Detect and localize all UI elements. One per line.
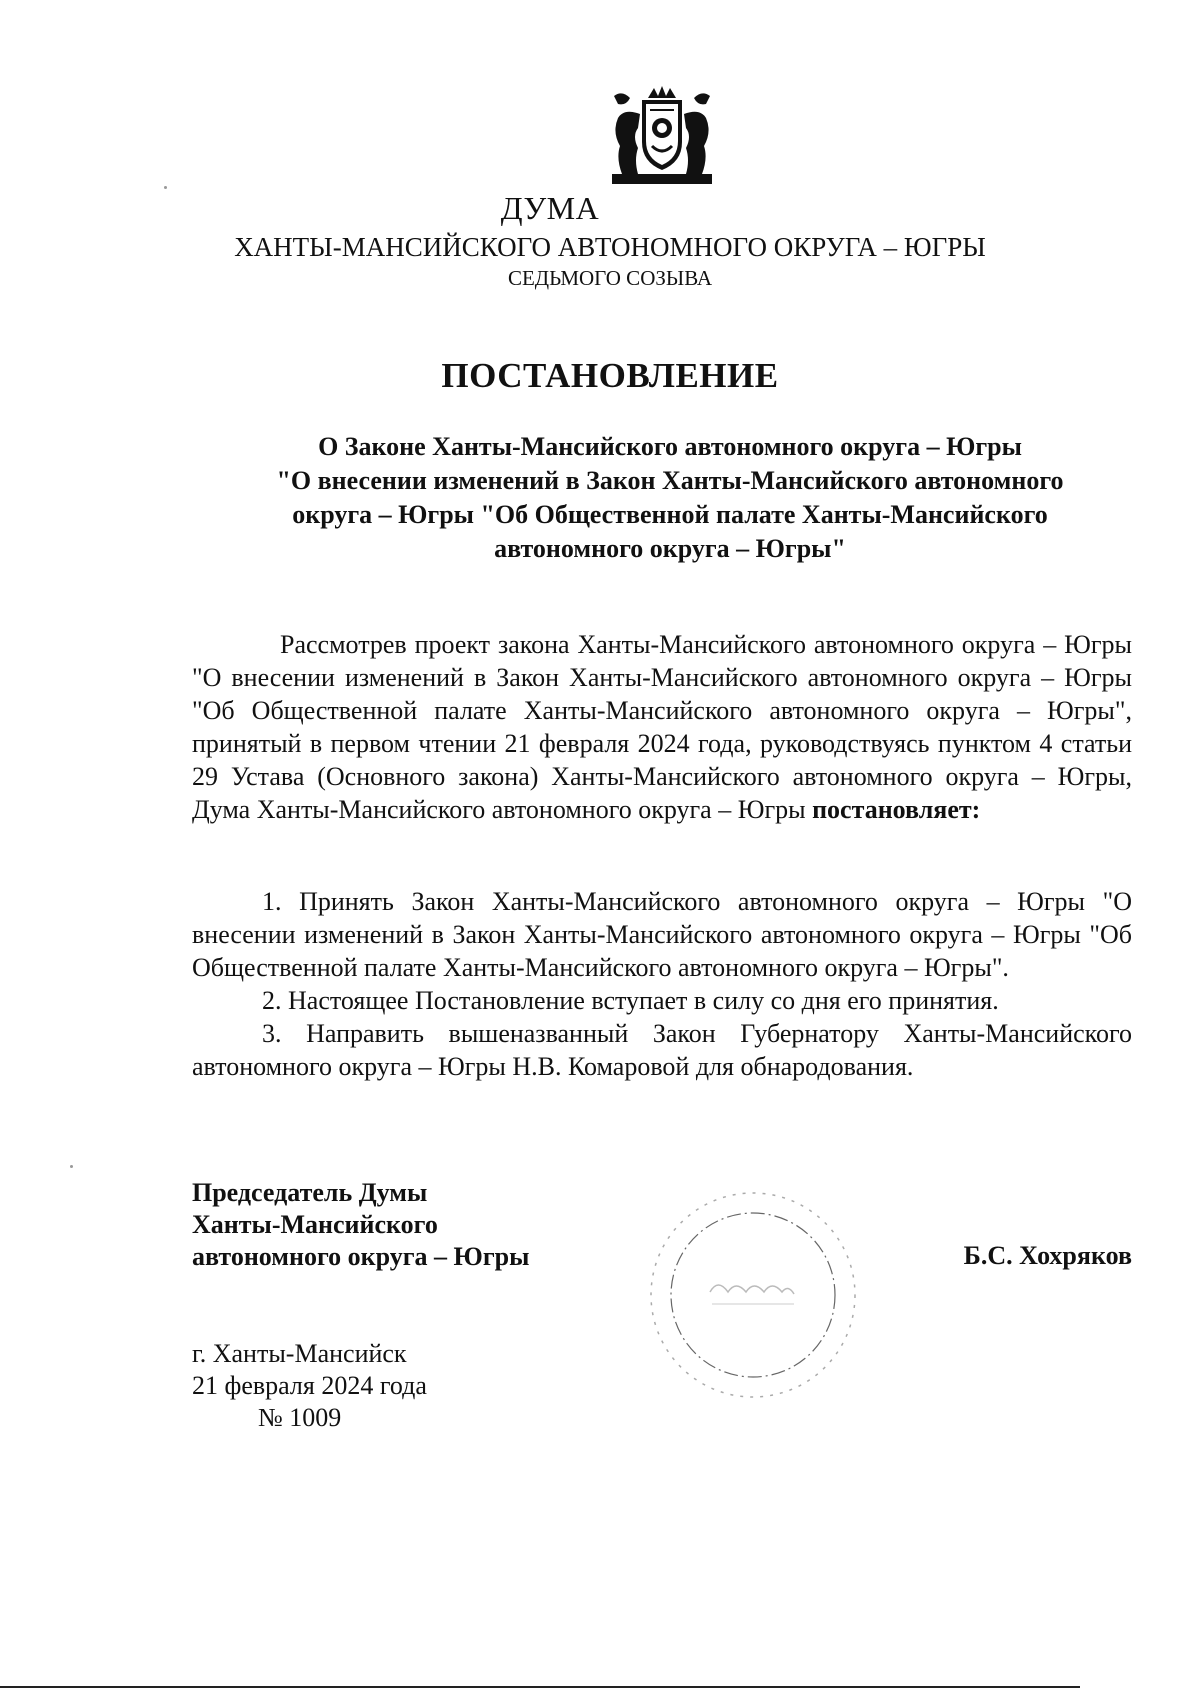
document-title: ПОСТАНОВЛЕНИЕ xyxy=(441,356,779,395)
date: 21 февраля 2024 года xyxy=(192,1371,427,1400)
preamble-paragraph xyxy=(192,628,1132,826)
convocation-heading: СЕДЬМОГО СОЗЫВА xyxy=(507,266,713,290)
document-subject xyxy=(230,430,1110,566)
region-heading: ХАНТЫ-МАНСИЙСКОГО АВТОНОМНОГО ОКРУГА – ЮГРЫ xyxy=(234,232,986,262)
city: г. Ханты-Мансийск xyxy=(192,1339,407,1368)
position-line: Ханты-Мансийского xyxy=(192,1210,438,1239)
point-2: 2. Настоящее Постановление вступает в силу со дня его принятия. xyxy=(262,986,999,1015)
preamble-text: Рассмотрев проект закона Ханты-Мансийского автономного округа – Югры "О внесении изменений в Закон Ханты-Мансийского автономного округа – Югры "Об Общественной палате Ханты-Мансийского автономного округа – Югры", принятый в первом чтении 21 февраля 2024 года, руководствуясь пунктом 4 статьи 29 Устава (Основного закона) Ханты-Мансийского автономного округа – Югры, Дума Ханты-Мансийского автономного округа – Югры xyxy=(192,630,1132,824)
duma-heading: ДУМА xyxy=(500,190,600,226)
subject-line: округа – Югры "Об Общественной палате Ханты-Мансийского xyxy=(292,500,1048,529)
subject-line: О Законе Ханты-Мансийского автономного округа – Югры xyxy=(318,432,1022,461)
document-number: № 1009 xyxy=(258,1403,342,1432)
subject-line: автономного округа – Югры" xyxy=(494,534,846,563)
official-seal-icon xyxy=(638,1180,868,1410)
signatory-position xyxy=(192,1177,529,1273)
place-date-number xyxy=(192,1338,427,1434)
signatory-name: Б.С. Хохряков xyxy=(963,1241,1132,1270)
resolution-points xyxy=(192,885,1132,1083)
point-1: 1. Принять Закон Ханты-Мансийского автономного округа – Югры "О внесении изменений в Закон Ханты-Мансийского автономного округа – Югры "Об Общественной палате Ханты-Мансийского автономного округа – Югры". xyxy=(192,887,1132,982)
subject-line: "О внесении изменений в Закон Ханты-Мансийского автономного xyxy=(276,466,1064,495)
scan-speck xyxy=(70,1165,73,1168)
coat-of-arms-icon xyxy=(604,84,720,188)
scan-speck xyxy=(164,186,167,189)
position-line: автономного округа – Югры xyxy=(192,1242,530,1271)
position-line: Председатель Думы xyxy=(192,1178,428,1207)
scan-edge-line xyxy=(0,1686,1080,1688)
resolves-keyword: постановляет: xyxy=(812,795,981,824)
point-3: 3. Направить вышеназванный Закон Губернатору Ханты-Мансийского автономного округа – Югры Н.В. Комаровой для обнародования. xyxy=(192,1019,1132,1081)
